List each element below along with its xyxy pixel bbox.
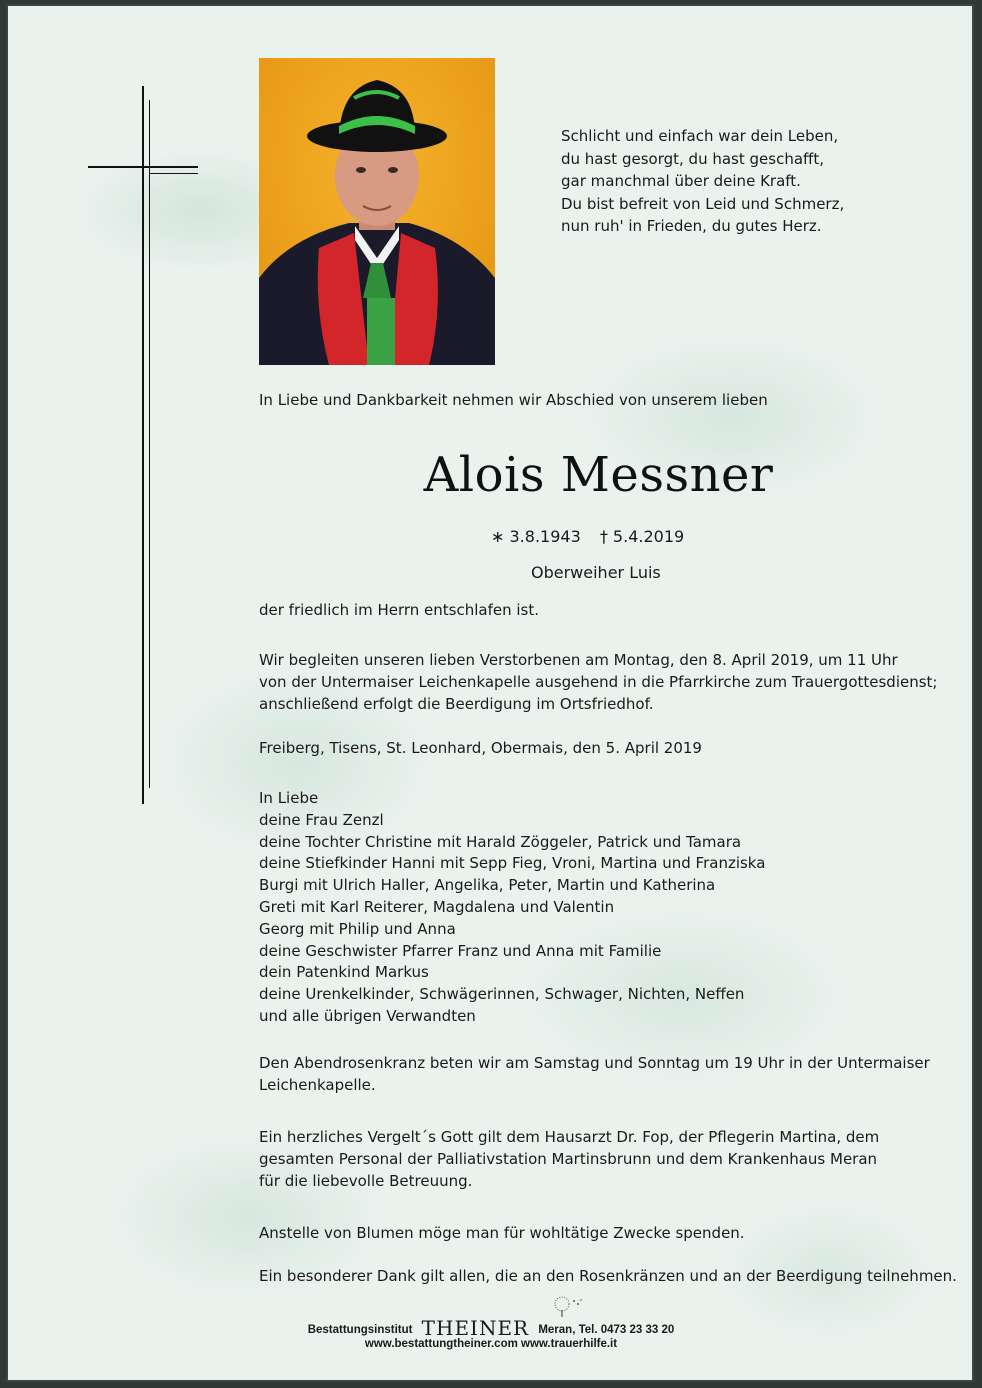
rosary-text: Den Abendrosenkranz beten wir am Samstag und Sonntag um 19 Uhr in der Untermaiser Leichenkapelle. bbox=[259, 1054, 930, 1094]
nickname: Oberweiher Luis bbox=[531, 563, 661, 582]
cross-icon-bar-shadow bbox=[150, 173, 198, 174]
cross-icon-bar bbox=[88, 166, 198, 168]
funeral-home-brand: THEINER bbox=[421, 1316, 530, 1340]
birth-date: ∗ 3.8.1943 bbox=[491, 527, 581, 546]
funeral-home-contact: Meran, Tel. 0473 23 33 20 bbox=[538, 1324, 675, 1336]
passed-text: der friedlich im Herrn entschlafen ist. bbox=[259, 601, 540, 619]
death-date: † 5.4.2019 bbox=[599, 527, 685, 546]
thanks-doctor-text: Ein herzliches Vergelt´s Gott gilt dem Hausarzt Dr. Fop, der Pflegerin Martina, dem gesamten Personal der Palliativstation Martinsbrunn und dem Krankenhaus Meran für die liebevolle Betreuung. bbox=[259, 1128, 880, 1190]
funeral-text: Wir begleiten unseren lieben Verstorbenen am Montag, den 8. April 2019, um 11 Uhr von der Untermaiser Leichenkapelle ausgehend in die Pfarrkirche zum Trauergottesdienst; anschließend erfolgt die Beerdigung im Ortsfriedhof. bbox=[259, 651, 938, 713]
funeral-home-web[interactable]: www.bestattungtheiner.com www.trauerhilfe.it bbox=[364, 1338, 618, 1350]
flowers-text: Anstelle von Blumen möge man für wohltätige Zwecke spenden. bbox=[259, 1224, 745, 1242]
poem: Schlicht und einfach war dein Leben, du hast gesorgt, du hast geschafft, gar manchmal über deine Kraft. Du bist befreit von Leid und Schmerz, nun ruh' in Frieden, du gutes Herz. bbox=[561, 127, 845, 235]
tree-logo-icon bbox=[544, 1296, 584, 1318]
funeral-home-line bbox=[0, 1316, 982, 1340]
deceased-name: Alois Messner bbox=[423, 447, 774, 503]
intro-line: In Liebe und Dankbarkeit nehmen wir Abschied von unserem lieben bbox=[259, 391, 768, 409]
cross-icon-shadow bbox=[149, 100, 150, 788]
funeral-home-prefix: Bestattungsinstitut bbox=[307, 1324, 413, 1336]
thanks-all-text: Ein besonderer Dank gilt allen, die an den Rosenkränzen und an der Beerdigung teilnehmen. bbox=[259, 1267, 957, 1285]
portrait-photo bbox=[259, 58, 495, 365]
family-list: In Liebe deine Frau Zenzl deine Tochter Christine mit Harald Zöggeler, Patrick und Tamara deine Stiefkinder Hanni mit Sepp Fieg, Vroni, Martina und Franziska Burgi mit Ulrich Haller, Angelika, Peter, Martin und Katherina Greti mit Karl Reiterer, Magdalena und Valentin Georg mit Philip und Anna deine Geschwister Pfarrer Franz und Anna mit Familie dein Patenkind Markus deine Urenkelkinder, Schwägerinnen, Schwager, Nichten, Neffen und alle übrigen Verwandten bbox=[259, 789, 766, 1025]
place-date: Freiberg, Tisens, St. Leonhard, Obermais, den 5. April 2019 bbox=[259, 739, 702, 757]
life-dates bbox=[491, 527, 698, 546]
cross-icon bbox=[142, 86, 144, 804]
